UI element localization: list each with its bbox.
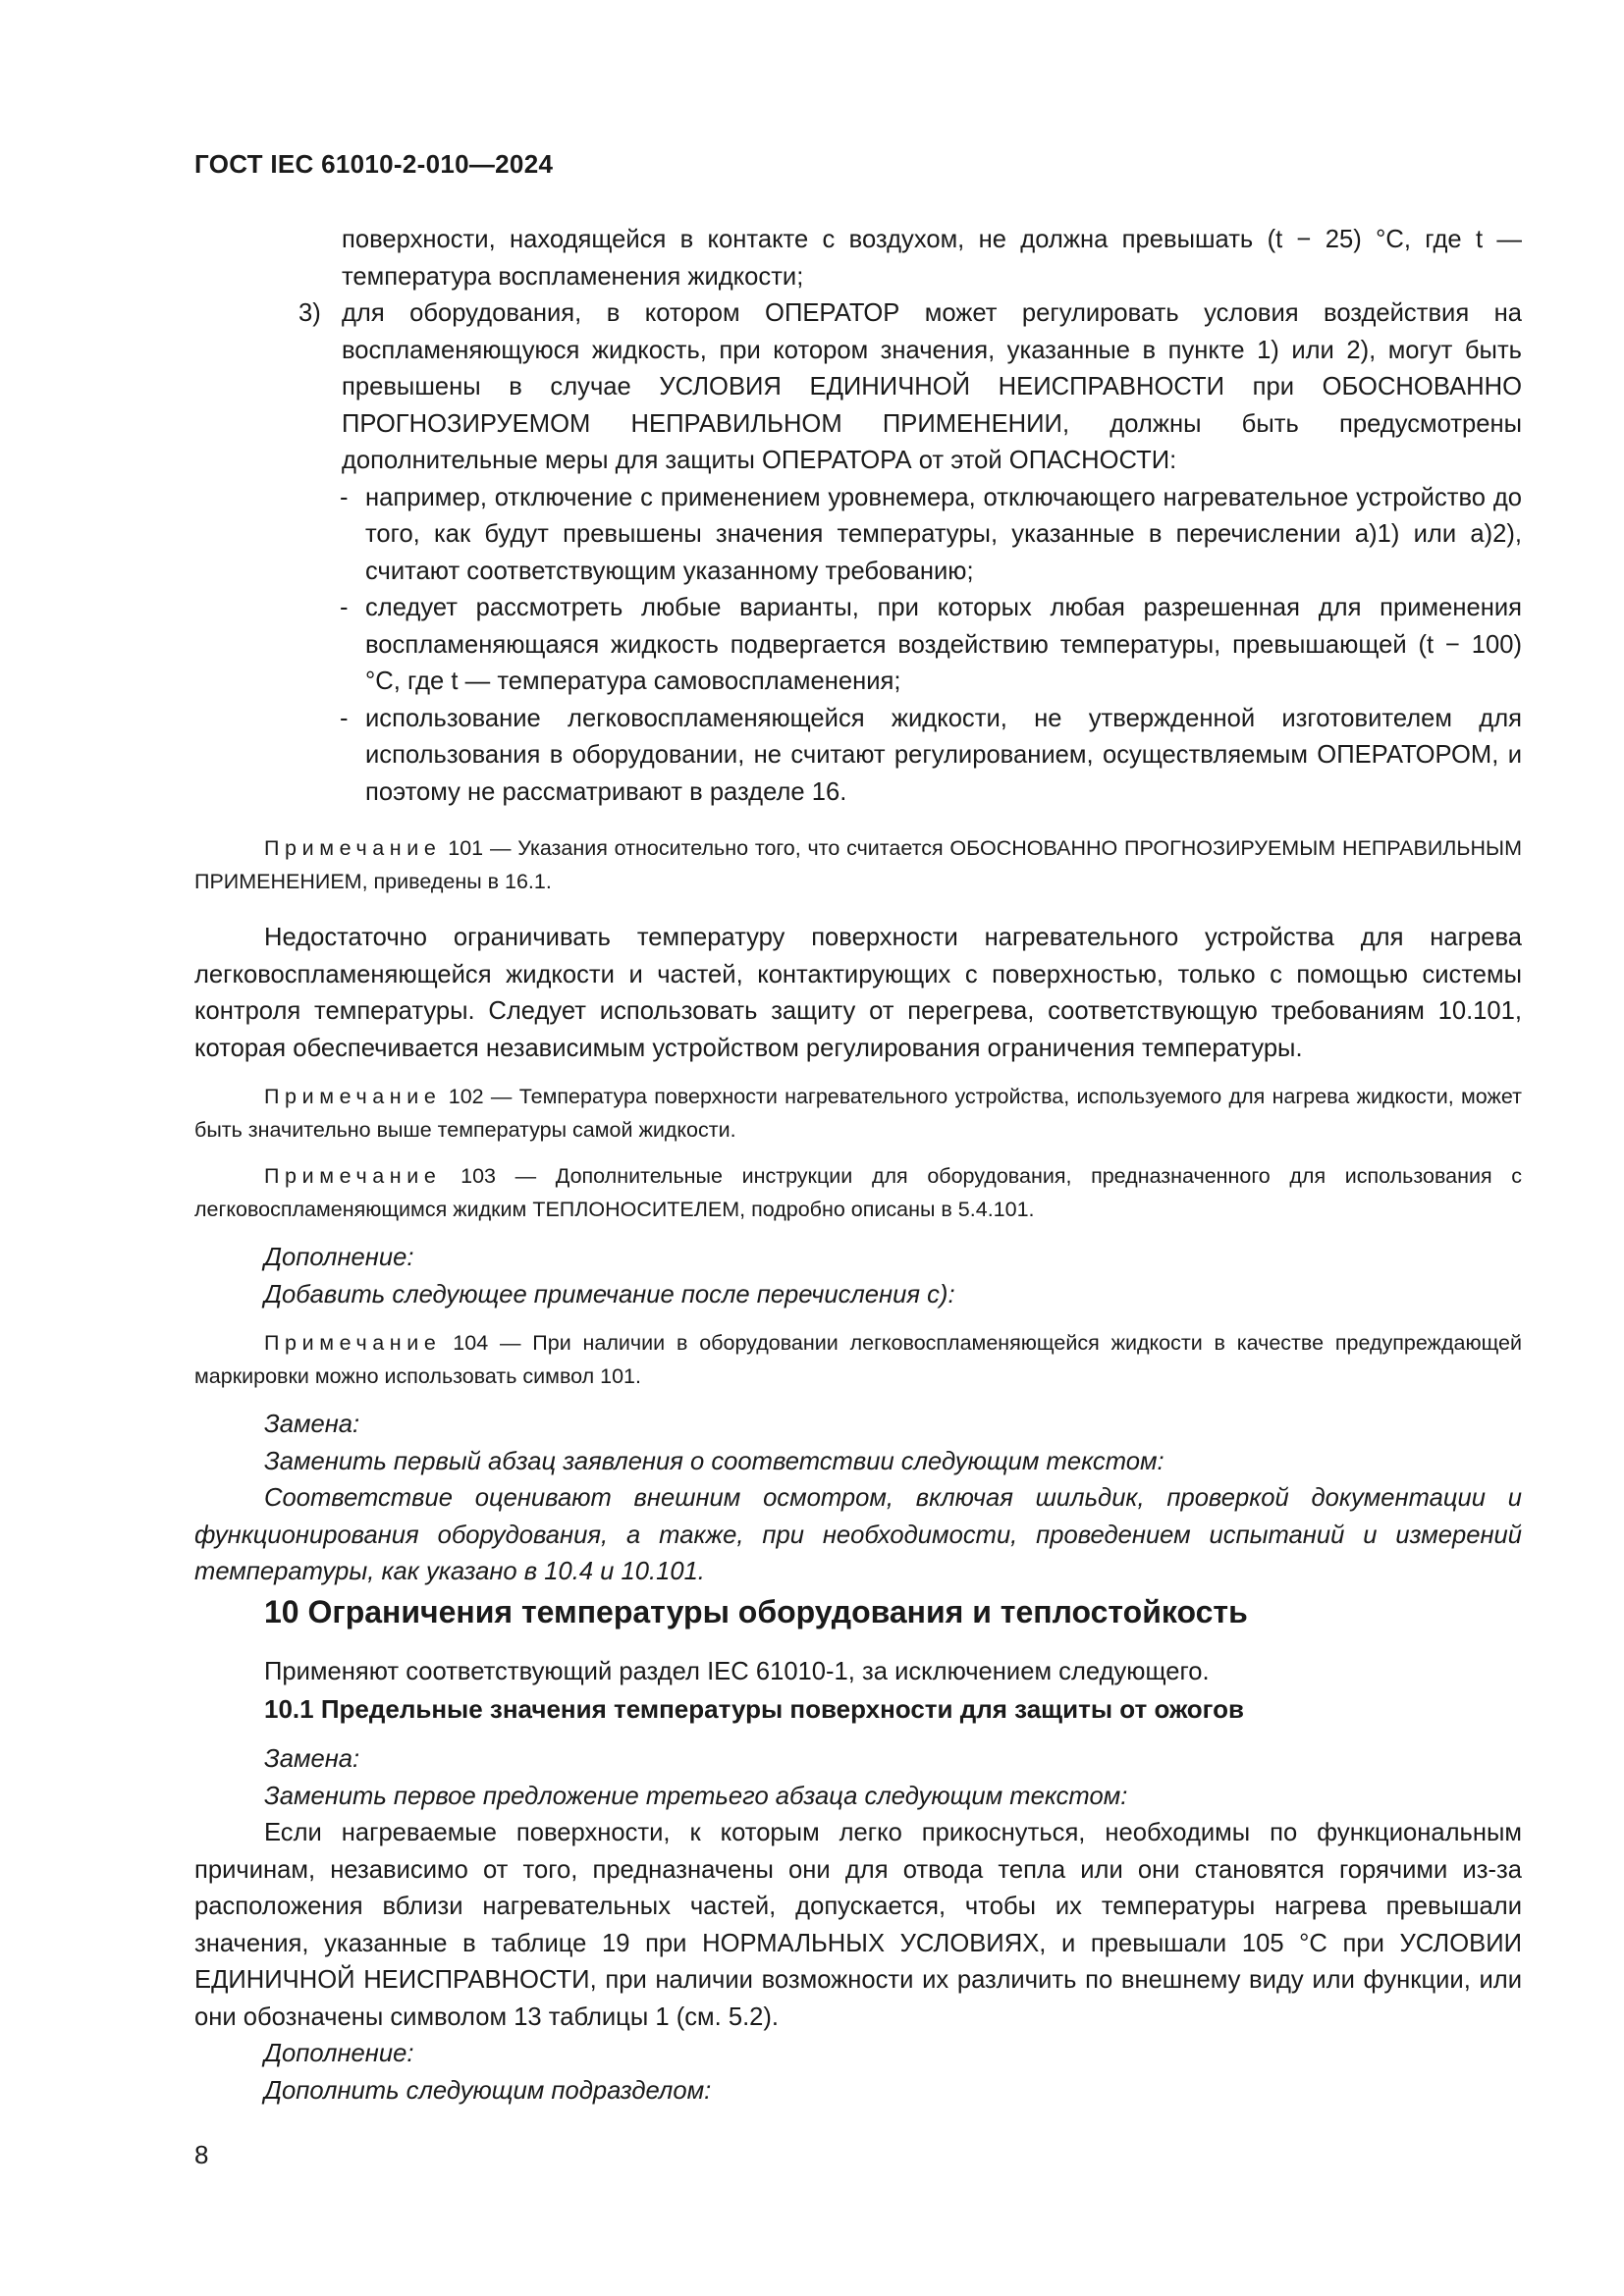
document-header: ГОСТ IEC 61010-2-010—2024 (194, 149, 554, 179)
section-10-intro: Применяют соответствующий раздел IEC 61010-1, за исключением следующего. (264, 1657, 1210, 1685)
item2-continuation: поверхности, находящейся в контакте с воздухом, не должна превышать (t − 25) °С, где t — температура воспламенения жидкости; (342, 226, 1522, 291)
addition-instruction: Дополнить следующим подразделом: (264, 2076, 712, 2105)
page-number: 8 (194, 2140, 209, 2169)
note-label: Примечание (264, 836, 442, 860)
dash-item-text: например, отключение с применением уровнемера, отключающего нагревательное устройство до того, как будут превышены значения температуры, указанные в перечислении а)1) или а)2), считают соответствующим указанному требованию; (365, 483, 1522, 585)
heated-surfaces-paragraph: Если нагреваемые поверхности, к которым легко прикоснуться, необходимы по функциональным причинам, независимо от того, предназначены они для отвода тепла или они становятся горячими из-за расположения вблизи нагревательных частей, допускается, чтобы их температуры нагрева превышали значения, указанные в таблице 19 при НОРМАЛЬНЫХ УСЛОВИЯХ, и превышали 105 °С при УСЛОВИИ ЕДИНИЧНОЙ НЕИСПРАВНОСТИ, при наличии возможности их различить по внешнему виду или функции, или они обозначены символом 13 таблицы 1 (см. 5.2). (194, 1819, 1522, 2031)
note-label: Примечание (264, 1164, 442, 1188)
subsection-10-1-heading: 10.1 Предельные значения температуры поверхности для защиты от ожогов (264, 1694, 1245, 1724)
addition-label: Дополнение: (264, 2040, 414, 2067)
dash-item-text: использование легковоспламеняющейся жидкости, не утвержденной изготовителем для использования в оборудовании, не считают регулированием, осуществляемым ОПЕРАТОРОМ, и поэтому не рассматривают в разделе 16. (365, 704, 1522, 806)
list-item-3 (194, 295, 1522, 480)
replacement-instruction: Заменить первое предложение третьего абзаца следующим текстом: (264, 1782, 1128, 1810)
dash-bullet: - (340, 704, 349, 732)
note-text: 103 — Дополнительные инструкции для оборудования, предназначенного для использования с легковоспламеняющимся жидким ТЕПЛОНОСИТЕЛЕМ, подробно описаны в 5.4.101. (194, 1164, 1522, 1221)
paragraph-overheat: Недостаточно ограничивать температуру поверхности нагревательного устройства для нагрева легковоспламеняющейся жидкости и частей, контактирующих с поверхностью, только с помощью системы контроля температуры. Следует использовать защиту от перегрева, соответствующую требованиям 10.101, которая обеспечивается независимым устройством регулирования ограничения температуры. (194, 924, 1522, 1062)
dash-item-text: следует рассмотреть любые варианты, при которых любая разрешенная для применения воспламеняющаяся жидкость подвергается воздействию температуры, превышающей (t − 100) °С, где t — температура самовоспламенения; (365, 594, 1522, 695)
note-104 (194, 1327, 1522, 1393)
note-label: Примечание (264, 1331, 442, 1355)
note-102 (194, 1081, 1522, 1147)
dash-item-2 (194, 590, 1522, 701)
note-text: 101 — Указания относительно того, что считается ОБОСНОВАННО ПРОГНОЗИРУЕМЫМ НЕПРАВИЛЬНЫМ ПРИМЕНЕНИЕМ, приведены в 16.1. (194, 836, 1522, 893)
dash-bullet: - (340, 594, 349, 621)
note-101 (194, 832, 1522, 898)
conformity-paragraph: Соответствие оценивают внешним осмотром, включая шильдик, проверкой документации и функционирования оборудования, а также, при необходимости, проведением испытаний и измерений температуры, как указано в 10.4 и 10.101. (194, 1484, 1522, 1585)
note-text: 104 — При наличии в оборудовании легковоспламеняющейся жидкости в качестве предупреждающей маркировки можно использовать символ 101. (194, 1331, 1522, 1388)
note-text: 102 — Температура поверхности нагревательного устройства, используемого для нагрева жидкости, может быть значительно выше температуры самой жидкости. (194, 1085, 1522, 1142)
dash-bullet: - (340, 483, 349, 511)
note-label: Примечание (264, 1085, 442, 1108)
section-10-heading: 10 Ограничения температуры оборудования и теплостойкость (264, 1593, 1248, 1629)
addition-label: Дополнение: (264, 1244, 414, 1271)
note-103 (194, 1160, 1522, 1226)
page-content (194, 222, 1522, 2109)
replacement-instruction: Заменить первый абзац заявления о соответствии следующим текстом: (264, 1447, 1164, 1475)
dash-item-1 (194, 480, 1522, 591)
addition-instruction: Добавить следующее примечание после перечисления с): (264, 1280, 955, 1308)
replacement-label: Замена: (264, 1411, 360, 1438)
dash-item-3 (194, 701, 1522, 812)
list-item-number: 3) (298, 299, 321, 327)
list-item-text: для оборудования, в котором ОПЕРАТОР может регулировать условия воздействия на воспламеняющуюся жидкость, при котором значения, указанные в пункте 1) или 2), могут быть превышены в случае УСЛОВИЯ ЕДИНИЧНОЙ НЕИСПРАВНОСТИ при ОБОСНОВАННО ПРОГНОЗИРУЕМОМ НЕПРАВИЛЬНОМ ПРИМЕНЕНИИ, должны быть предусмотрены дополнительные меры для защиты ОПЕРАТОРА от этой ОПАСНОСТИ: (342, 299, 1522, 474)
replacement-label: Замена: (264, 1745, 360, 1773)
